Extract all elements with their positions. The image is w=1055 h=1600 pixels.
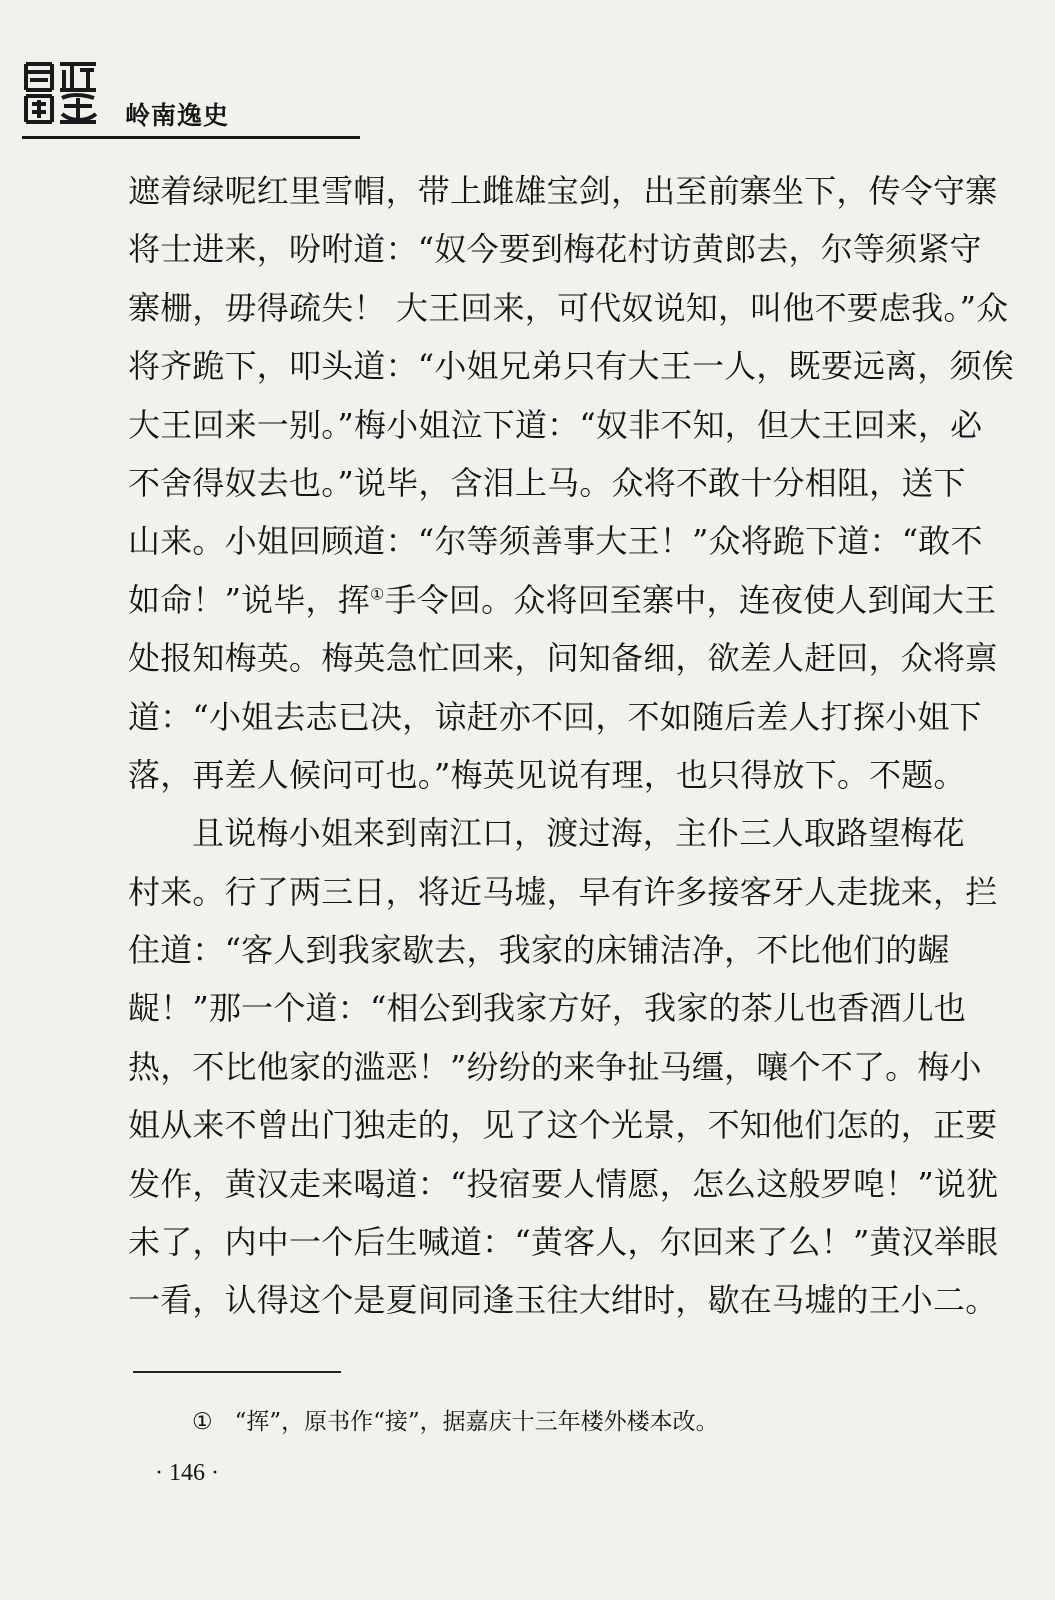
text-line: 将齐跪下，叩头道：“小姐兄弟只有大王一人，既要远离，须俟 [128,347,1014,386]
text-line: 山来。小姐回顾道：“尔等须善事大王！”众将跪下道：“敢不 [128,522,983,561]
text-line: 落，再差人候问可也。”梅英见说有理，也只得放下。不题。 [128,755,966,794]
text-line: 龊！”那一个道：“相公到我家方好，我家的茶儿也香酒儿也 [128,989,967,1028]
footnote [192,1403,719,1436]
text-line: 未了，内中一个后生喊道：“黄客人，尔回来了么！”黄汉举眼 [128,1223,999,1262]
text-line: 姐从来不曾出门独走的，见了这个光景，不知他们怎的，正要 [128,1106,998,1145]
header-rule [22,136,360,139]
body-text [128,162,1014,1330]
page-number: · 146 · [155,1460,219,1486]
running-title: 岭南逸史 [125,101,230,130]
footnote-mark: ① [192,1409,213,1435]
seal-logo-icon [22,60,100,126]
text-line: 不舍得奴去也。”说毕，含泪上马。众将不敢十分相阻，送下 [128,463,966,502]
text-line: 遮着绿呢红里雪帽，带上雌雄宝剑，出至前寨坐下，传令守寨 [128,172,998,210]
text-line: 住道：“客人到我家歇去，我家的床铺洁净，不比他们的龌 [128,931,950,970]
text-line: 将士进来，吩咐道：“奴今要到梅花村访黄郎去，尔等须紧守 [128,230,982,269]
text-line-with-footnote-ref [128,571,997,629]
text-line: 村来。行了两三日，将近马墟，早有许多接客牙人走拢来，拦 [128,872,998,911]
text-segment: 手令回。众将回至寨中，连夜使人到闻大王 [384,580,997,619]
text-segment: 如命！”说毕，挥 [128,580,370,619]
text-line: 寨栅，毋得疏失！ 大王回来，可代奴说知，叫他不要虑我。”众 [128,288,1009,327]
paragraph-first-line: 且说梅小姐来到南江口，渡过海，主仆三人取路望梅花 [192,814,965,853]
footnote-text: “挥”，原书作“接”，据嘉庆十三年楼外楼本改。 [234,1409,719,1435]
text-line: 处报知梅英。梅英急忙回来，问知备细，欲差人赶回，众将禀 [128,639,998,678]
text-line: 一看，认得这个是夏间同逢玉往大绀时，歇在马墟的王小二。 [128,1281,998,1320]
footnote-rule [133,1371,341,1373]
text-line: 大王回来一别。”梅小姐泣下道：“奴非不知，但大王回来，必 [128,405,983,444]
text-line: 道：“小姐去志已决，谅赶亦不回，不如随后差人打探小姐下 [128,697,982,736]
text-line: 发作，黄汉走来喝道：“投宿要人情愿，怎么这般罗唣！”说犹 [128,1164,999,1203]
footnote-reference[interactable]: ① [369,584,385,604]
text-line: 热，不比他家的滥恶！”纷纷的来争扯马缰，嚷个不了。梅小 [128,1047,982,1086]
